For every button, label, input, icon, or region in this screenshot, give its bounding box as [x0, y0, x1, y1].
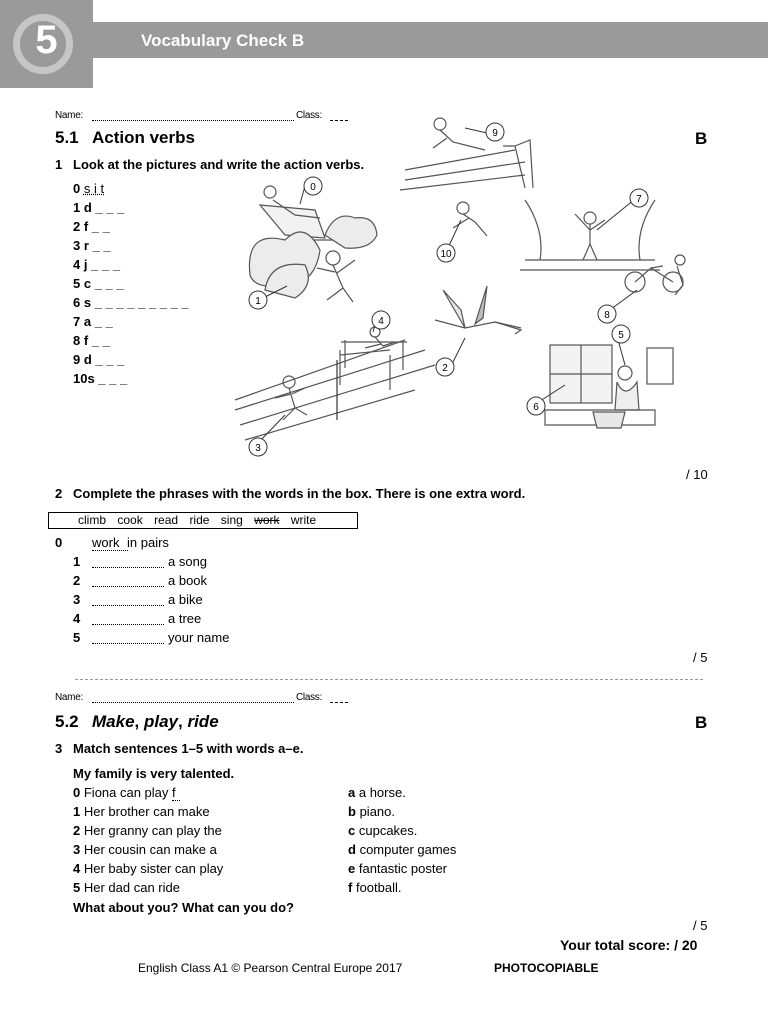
list-item: 4 j _ _ _	[73, 257, 120, 272]
task-number: 1	[55, 157, 63, 172]
task1-score: / 10	[686, 467, 708, 482]
list-item: 1 d _ _ _	[73, 200, 125, 215]
answer-blank[interactable]: c _ _ _	[83, 276, 124, 291]
list-item: 2 f _ _	[73, 219, 110, 234]
name-label: Name:	[55, 110, 83, 121]
sentence: 4 Her baby sister can play	[73, 861, 224, 876]
list-item: 5 c _ _ _	[73, 276, 124, 291]
task-instruction: Look at the pictures and write the action verbs.	[73, 157, 365, 172]
item-number: 4	[73, 611, 81, 626]
unit-number: 5	[35, 18, 58, 62]
task-instruction: Complete the phrases with the words in the box. There is one extra word.	[73, 486, 526, 501]
word-item: sing	[220, 513, 243, 527]
item-number: 5	[73, 630, 81, 645]
list-item: 9 d _ _ _	[73, 352, 125, 367]
answer-blank[interactable]: d _ _ _	[83, 352, 125, 367]
phrase-text: a tree	[168, 611, 202, 626]
picture-label: 6	[533, 402, 539, 413]
photocopiable-label: PHOTOCOPIABLE	[494, 961, 599, 975]
answer-field[interactable]	[92, 586, 164, 587]
answer-blank[interactable]: s _ _ _	[87, 371, 128, 386]
task3-score: / 5	[693, 918, 708, 933]
word-item: write	[290, 513, 317, 527]
section-heading: Make, play, ride	[92, 712, 219, 731]
picture-label: 7	[636, 194, 642, 205]
name-field[interactable]	[92, 702, 294, 703]
section-heading: Action verbs	[92, 128, 195, 147]
ending: c cupcakes.	[348, 823, 418, 838]
answer-field[interactable]	[92, 624, 164, 625]
picture-label: 3	[255, 443, 261, 454]
total-score: Your total score: / 20	[560, 937, 698, 953]
ending: a a horse.	[348, 785, 406, 800]
example-answer[interactable]: work	[92, 535, 128, 551]
word-list	[78, 513, 324, 527]
list-item: 6 s _ _ _ _ _ _ _ _ _	[73, 295, 189, 310]
sentence: 1 Her brother can make	[73, 804, 210, 819]
answer-blank[interactable]: f _ _	[83, 219, 110, 234]
picture-label: 1	[255, 296, 261, 307]
task-number: 2	[55, 486, 63, 501]
sentence: 0 Fiona can play f	[73, 785, 180, 800]
phrase-text: your name	[168, 630, 230, 645]
acting-picture	[520, 200, 660, 270]
ending: b piano.	[348, 804, 395, 819]
class-label: Class:	[296, 692, 322, 703]
list-item: 8 f _ _	[73, 333, 110, 348]
sentence: 5 Her dad can ride	[73, 880, 180, 895]
class-field[interactable]	[330, 702, 348, 703]
example-answer[interactable]: f	[172, 785, 180, 801]
word-item: cook	[117, 513, 143, 527]
answer-blank[interactable]: d _ _ _	[83, 200, 125, 215]
list-item: 7 a _ _	[73, 314, 113, 329]
answer-field[interactable]	[92, 567, 164, 568]
picture-label: 9	[492, 128, 498, 139]
cooking-picture	[545, 345, 673, 428]
sentence: 3 Her cousin can make a	[73, 842, 217, 857]
section-number: 5.2	[55, 712, 79, 731]
word-item: climb	[78, 513, 107, 527]
example-number: 0	[55, 535, 63, 550]
swimming-picture	[453, 202, 487, 236]
answer-field[interactable]	[92, 605, 164, 606]
answer-blank[interactable]: r _ _	[83, 238, 111, 253]
word-item: ride	[189, 513, 210, 527]
copyright: English Class A1 © Pearson Central Europe 2017	[138, 961, 403, 975]
item-number: 1	[73, 554, 81, 569]
answer-blank[interactable]: a _ _	[83, 314, 113, 329]
action-pictures	[225, 110, 695, 465]
version-label: B	[695, 129, 708, 148]
cycling-picture	[625, 255, 685, 295]
task-instruction: Match sentences 1–5 with words a–e.	[73, 741, 304, 756]
list-item: 10s _ _ _	[73, 371, 128, 386]
ending: f football.	[348, 880, 402, 895]
word-item-used: work	[254, 513, 280, 527]
dancing-picture	[317, 251, 355, 302]
flying-picture	[435, 286, 521, 334]
answer-blank[interactable]: s _ _ _ _ _ _ _ _ _	[83, 295, 189, 310]
picture-label: 10	[440, 249, 452, 260]
track-picture	[235, 340, 435, 440]
answer-blank[interactable]: j _ _ _	[83, 257, 120, 272]
phrase-text: a book	[168, 573, 208, 588]
task2-score: / 5	[693, 650, 708, 665]
class-label: Class:	[296, 110, 322, 121]
answer-example[interactable]: s i t	[83, 181, 105, 196]
version-label: B	[695, 713, 708, 732]
answer-field[interactable]	[92, 643, 164, 644]
ending: d computer games	[348, 842, 457, 857]
phrase-text: a bike	[168, 592, 203, 607]
picture-label: 5	[618, 330, 624, 341]
intro-text: My family is very talented.	[73, 766, 235, 781]
item-number: 2	[73, 573, 81, 588]
sentence: 2 Her granny can play the	[73, 823, 222, 838]
word-item: read	[154, 513, 179, 527]
task-number: 3	[55, 741, 63, 756]
follow-up-question: What about you? What can you do?	[73, 900, 294, 915]
phrase-text: a song	[168, 554, 208, 569]
list-item: 3 r _ _	[73, 238, 111, 253]
example-text: in pairs	[127, 535, 169, 550]
list-item: 0 s i t	[73, 181, 105, 196]
page-title: Vocabulary Check B	[141, 31, 305, 50]
picture-label: 0	[310, 182, 316, 193]
cut-line	[75, 679, 703, 680]
item-number: 3	[73, 592, 81, 607]
picture-label: 8	[604, 310, 610, 321]
section-number: 5.1	[55, 128, 79, 147]
answer-blank[interactable]: f _ _	[83, 333, 110, 348]
picture-label: 2	[442, 363, 448, 374]
name-label: Name:	[55, 692, 83, 703]
jumping-picture	[341, 327, 407, 370]
ending: e fantastic poster	[348, 861, 448, 876]
picture-label: 4	[378, 316, 384, 327]
